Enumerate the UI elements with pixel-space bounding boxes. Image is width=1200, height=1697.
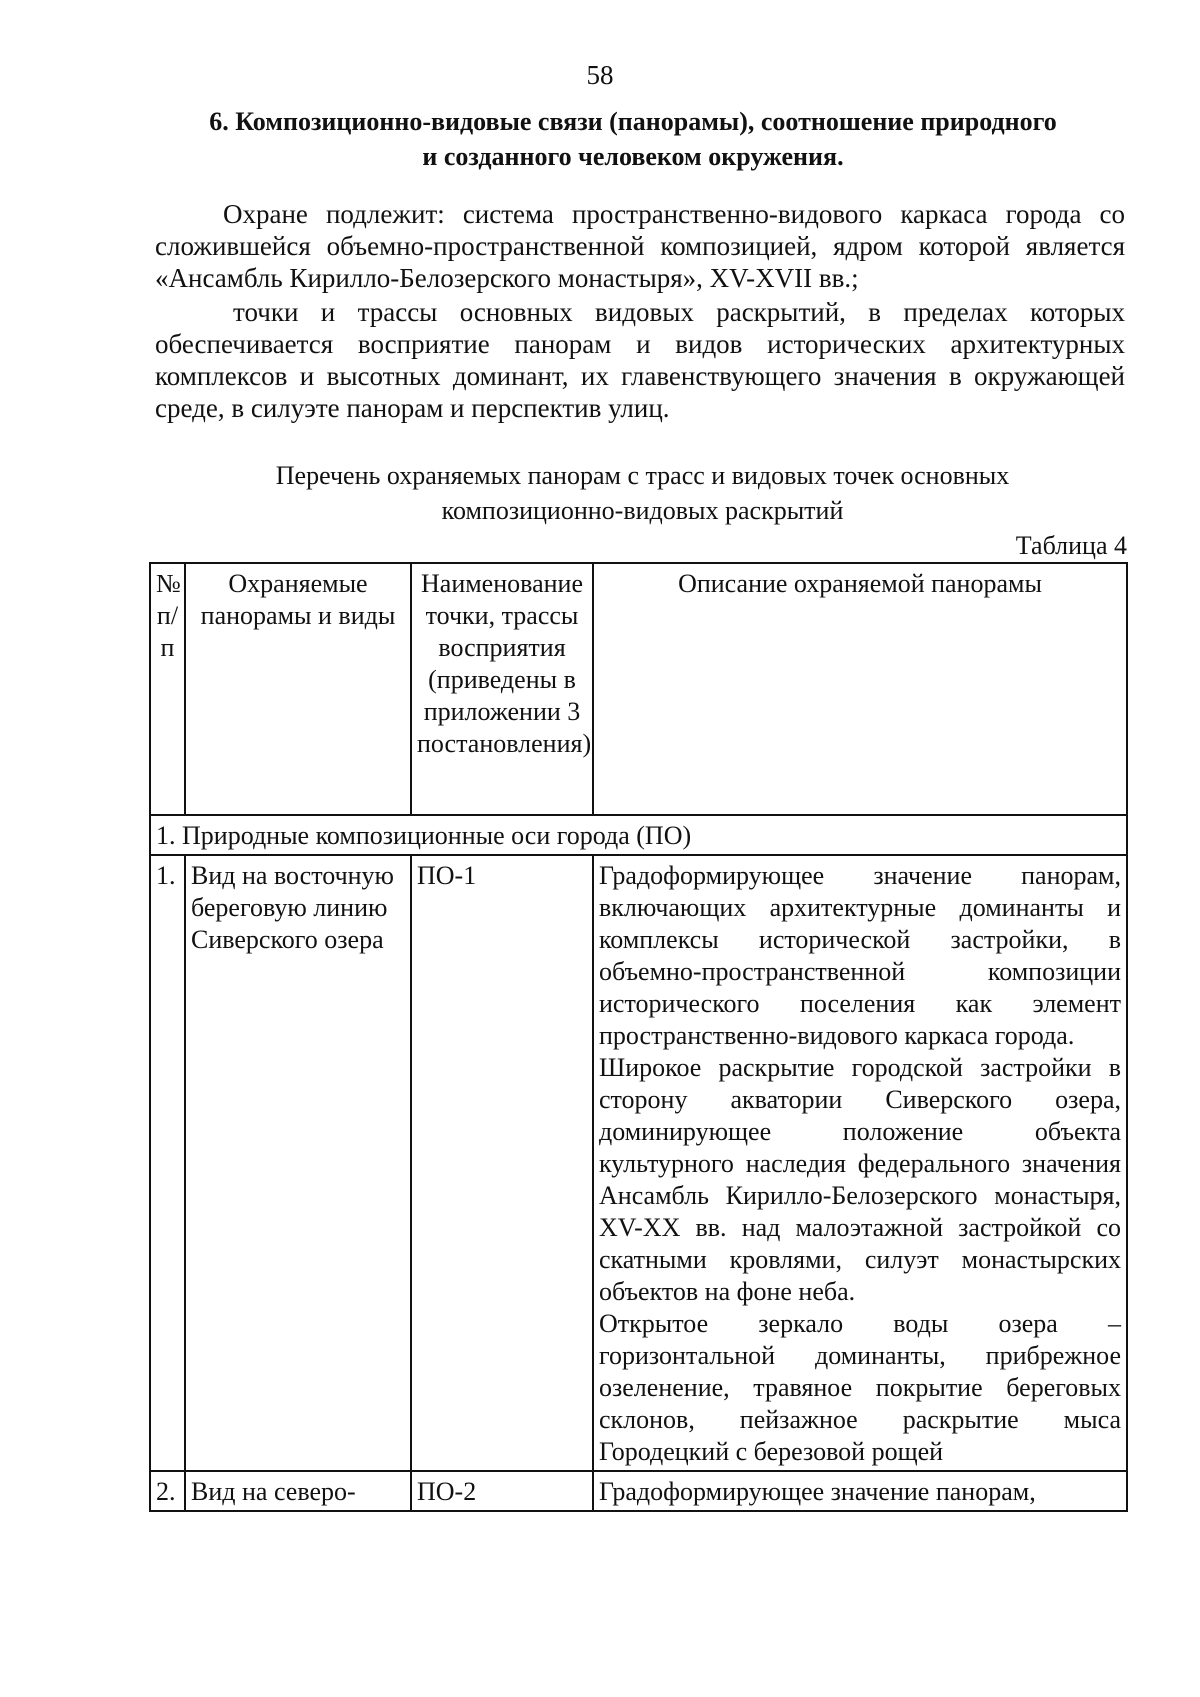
- row-view: Вид на восточную береговую линию Сиверского озера: [185, 855, 411, 1471]
- table-label: Таблица 4: [1015, 531, 1127, 560]
- row-point: ПО-2: [411, 1471, 593, 1511]
- section-heading-line-1: 6. Композиционно-видовые связи (панорамы), соотношение природного: [209, 107, 1057, 136]
- section-heading: [140, 104, 1126, 174]
- row-view: Вид на северо-: [185, 1471, 411, 1511]
- row-desc-paragraph: Широкое раскрытие городской застройки в сторону акватории Сиверского озера, доминирующее положение объекта культурного наследия федерального значения Ансамбль Кирилло-Белозерского монастыря, XV-XX вв. над малоэтажной застройкой со скатными кровлями, силуэт монастырских объектов на фоне неба.: [599, 1053, 1121, 1306]
- table-group-row: [150, 815, 1127, 855]
- row-desc-paragraph: Градоформирующее значение панорам, включающих архитектурные доминанты и комплексы исторической застройки, в объемно-пространственной композиции исторического поселения как элемент пространственно-видового каркаса города.: [599, 861, 1121, 1050]
- table-row: [150, 1471, 1127, 1511]
- header-view: Охраняемые панорамы и виды: [185, 563, 411, 815]
- paragraph-protection-system: Охране подлежит: система пространственно-видового каркаса города со сложившейся объемно-пространственной композицией, ядром которой является «Ансамбль Кирилло-Белозерского монастыря», XV-XVII вв.;: [155, 199, 1125, 293]
- row-point: ПО-1: [411, 855, 593, 1471]
- row-desc-paragraph: Открытое зеркало воды озера – горизонтальной доминанты, прибрежное озеленение, травяное покрытие береговых склонов, пейзажное раскрытие мыса Городецкий с березовой рощей: [599, 1309, 1121, 1466]
- row-desc: [593, 1471, 1127, 1511]
- list-caption-line-1: Перечень охраняемых панорам с трасс и видовых точек основных: [275, 461, 1010, 490]
- table-header-row: [150, 563, 1127, 815]
- list-caption-line-2: композиционно-видовых раскрытий: [441, 496, 844, 525]
- row-desc-paragraph: Градоформирующее значение панорам,: [599, 1477, 1036, 1506]
- table-row: [150, 855, 1127, 1471]
- section-heading-line-2: и созданного человеком окружения.: [422, 142, 844, 171]
- row-num: 1.: [150, 855, 185, 1471]
- paragraph-view-points: точки и трассы основных видовых раскрытий, в пределах которых обеспечивается восприятие панорам и видов исторических архитектурных комплексов и высотных доминант, их главенствующего значения в окружающей среде, в силуэте панорам и перспектив улиц.: [155, 297, 1125, 423]
- header-point: Наименование точки, трассы восприятия (приведены в приложении 3 постановления): [411, 563, 593, 815]
- list-caption: [150, 458, 1135, 528]
- page-number: 58: [586, 60, 614, 90]
- group-title: 1. Природные композиционные оси города (ПО): [150, 815, 1127, 855]
- panoramas-table: [149, 562, 1128, 1512]
- row-num: 2.: [150, 1471, 185, 1511]
- header-desc: Описание охраняемой панорамы: [593, 563, 1127, 815]
- row-desc: [593, 855, 1127, 1471]
- header-num: № п/п: [150, 563, 185, 815]
